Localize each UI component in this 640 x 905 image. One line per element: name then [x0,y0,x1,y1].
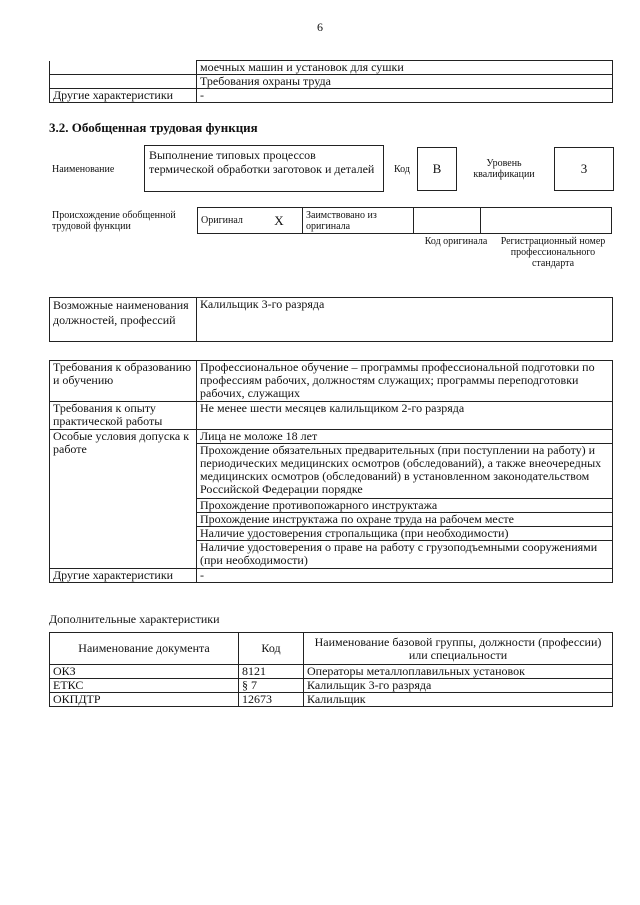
code-original-caption: Код оригинала [424,236,488,247]
admission-item: Прохождение обязательных предварительных (при поступлении на работу) и периодических медицинских осмотров (обследований), а также внеочередных медицинских осмотров (обследований) в установленном законодательством Российской Федерации порядке [197,444,613,499]
additional-header-name: Наименование базовой группы, должности (профессии) или специальности [304,633,613,665]
reg-number-caption: Регистрационный номер профессионального стандарта [500,236,606,269]
admission-item: Наличие удостоверения о праве на работу с грузоподъемными сооружениями (при необходимости) [197,541,613,569]
table-row [50,693,613,707]
origin-label: Происхождение обобщенной трудовой функции [52,210,176,232]
experience-label: Требования к опыту практической работы [50,402,197,430]
additional-header-doc: Наименование документа [50,633,239,665]
section-title: 3.2. Обобщенная трудовая функция [49,120,258,135]
additional-code-cell: § 7 [239,679,304,693]
possible-names-table [49,297,613,342]
additional-doc-cell: ОКЗ [50,665,239,679]
additional-code-cell: 8121 [239,665,304,679]
borrowed-label: Заимствовано из оригинала [303,208,414,234]
name-label: Наименование [52,164,115,175]
code-value-box [417,147,457,191]
additional-name-cell: Операторы металлоплавильных установок [304,665,613,679]
origin-code-cell [414,208,481,234]
top-table-row2: Требования охраны труда [197,75,613,89]
origin-table [197,207,612,234]
top-other-value: - [197,89,613,103]
original-label: Оригинал [198,208,257,234]
additional-header-code: Код [239,633,304,665]
code-value: В [432,161,442,176]
education-label: Требования к образованию и обучению [50,361,197,402]
top-table-row1: моечных машин и установок для сушки [197,61,613,75]
possible-names-value: Калильщик 3-го разряда [197,298,613,342]
additional-name-cell: Калильщик [304,693,613,707]
top-table-empty-cell [50,75,197,89]
original-mark: X [256,208,303,234]
education-value: Профессиональное обучение – программы профессиональной подготовки по профессиям рабочих, должностям служащих; программы переподготовки рабочих, служащих [197,361,613,402]
admission-item: Лица не моложе 18 лет [197,430,613,444]
additional-code-cell: 12673 [239,693,304,707]
name-value: Выполнение типовых процессов термической обработки заготовок и деталей [149,148,375,176]
admission-item: Прохождение противопожарного инструктажа [197,499,613,513]
possible-names-label: Возможные наименования должностей, профессий [50,298,197,342]
origin-reg-cell [481,208,612,234]
requirements-table [49,360,613,583]
level-label: Уровень квалификации [473,158,535,180]
level-value: 3 [580,161,588,176]
additional-doc-cell: ЕТКС [50,679,239,693]
admission-item: Наличие удостоверения стропальщика (при необходимости) [197,527,613,541]
code-label: Код [394,164,410,175]
admission-item: Прохождение инструктажа по охране труда на рабочем месте [197,513,613,527]
table-row [50,679,613,693]
requirements-other-label: Другие характеристики [50,569,197,583]
additional-table [49,632,613,707]
additional-title: Дополнительные характеристики [49,612,220,626]
table-row [50,665,613,679]
level-value-box [554,147,614,191]
page-number: 6 [317,20,323,34]
top-other-label: Другие характеристики [50,89,197,103]
admission-label: Особые условия допуска к работе [50,430,197,569]
top-continuation-table [49,60,613,103]
requirements-other-value: - [197,569,613,583]
name-value-box [144,145,384,192]
top-table-empty-cell [50,61,197,75]
experience-value: Не менее шести месяцев калильщиком 2-го разряда [197,402,613,430]
additional-doc-cell: ОКПДТР [50,693,239,707]
additional-name-cell: Калильщик 3-го разряда [304,679,613,693]
